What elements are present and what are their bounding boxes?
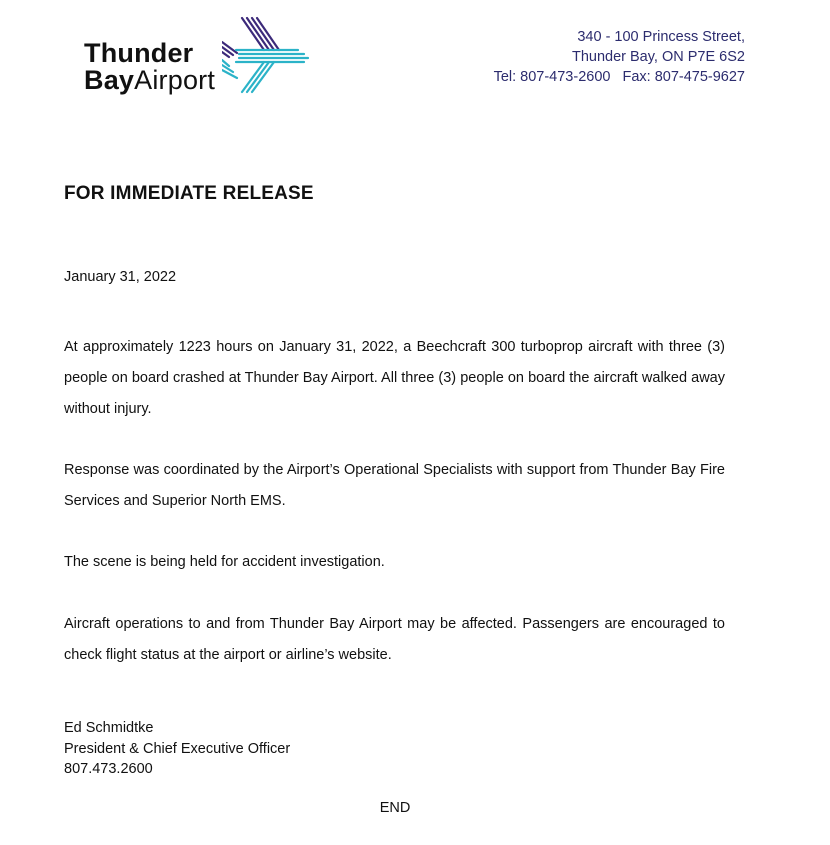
- airplane-arrow-icon: [222, 16, 312, 94]
- paragraph-scene: The scene is being held for accident investigation.: [64, 554, 385, 570]
- release-heading: FOR IMMEDIATE RELEASE: [64, 183, 314, 204]
- address-city: Thunder Bay, ON P7E 6S2: [571, 49, 745, 65]
- tel-number: Tel: 807-473-2600: [493, 69, 611, 85]
- signature-block: [64, 718, 290, 780]
- paragraph-operations: Aircraft operations to and from Thunder Bay Airport may be affected. Passengers are encouraged to check flight status at the airport or airline’s website.: [64, 616, 725, 663]
- signatory-title: President & Chief Executive Officer: [64, 740, 291, 757]
- release-date: January 31, 2022: [64, 269, 177, 285]
- contact-phones: [494, 67, 745, 87]
- end-mark: END: [379, 800, 411, 816]
- fax-number: Fax: 807-475-9627: [622, 69, 745, 85]
- signatory-phone: 807.473.2600: [64, 761, 153, 777]
- logo-word-bay-airport: [84, 67, 215, 94]
- signatory-name: Ed Schmidtke: [64, 720, 154, 736]
- logo-word-bay: Bay: [84, 65, 135, 95]
- paragraph-incident: At approximately 1223 hours on January 31, 2022, a Beechcraft 300 turboprop aircraft with three (3) people on board crashed at Thunder Bay Airport. All three (3) people on board the aircraft walked away without injury.: [64, 339, 725, 417]
- airport-logo: [84, 16, 314, 96]
- paragraph-response: Response was coordinated by the Airport’s Operational Specialists with support from Thunder Bay Fire Services and Superior North EMS.: [64, 462, 725, 509]
- logo-word-airport: Airport: [134, 65, 216, 95]
- logo-word-thunder: Thunder: [84, 38, 194, 68]
- contact-address: [494, 27, 745, 87]
- address-street: 340 - 100 Princess Street,: [577, 29, 745, 45]
